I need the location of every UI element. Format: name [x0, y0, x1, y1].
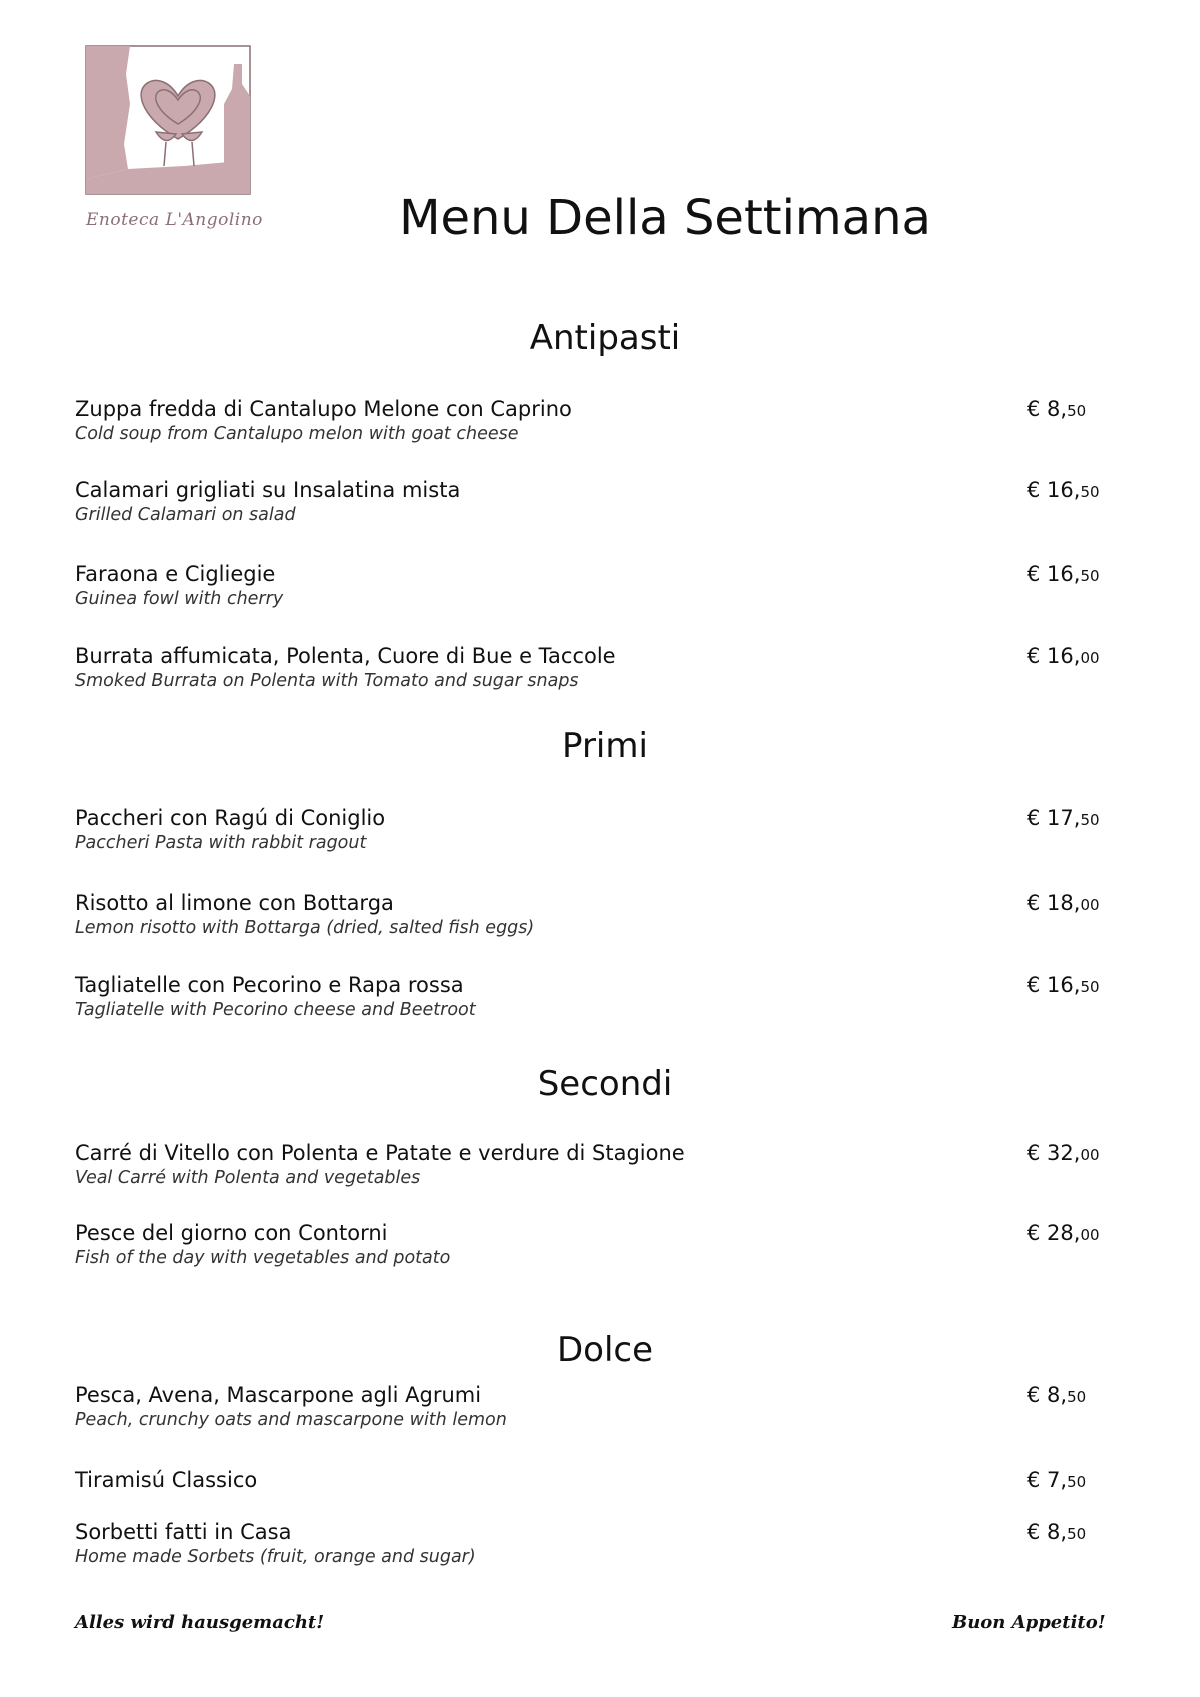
dish-description: Grilled Calamari on salad — [75, 505, 296, 525]
dish-price: € 8,50 — [1027, 1520, 1087, 1544]
dish-description: Tagliatelle with Pecorino cheese and Beetroot — [75, 1000, 476, 1020]
dish-name: Calamari grigliati su Insalatina mista — [75, 478, 461, 502]
dish-price: € 32,00 — [1027, 1141, 1100, 1165]
dish-price: € 16,50 — [1027, 973, 1100, 997]
dish-description: Lemon risotto with Bottarga (dried, salted fish eggs) — [75, 918, 535, 938]
dish-name: Tagliatelle con Pecorino e Rapa rossa — [75, 973, 464, 997]
dish-price: € 17,50 — [1027, 806, 1100, 830]
menu-item — [75, 1220, 1105, 1270]
dish-name: Zuppa fredda di Cantalupo Melone con Caprino — [75, 397, 572, 421]
dish-description: Home made Sorbets (fruit, orange and sugar) — [75, 1547, 476, 1567]
dish-description: Peach, crunchy oats and mascarpone with lemon — [75, 1410, 507, 1430]
dish-description: Veal Carré with Polenta and vegetables — [75, 1168, 421, 1188]
logo-text: Enoteca L'Angolino — [86, 210, 263, 230]
dish-name: Sorbetti fatti in Casa — [75, 1520, 292, 1544]
section-title-secondi: Secondi — [537, 1064, 673, 1104]
dish-price: € 8,50 — [1027, 1383, 1087, 1407]
dish-price: € 8,50 — [1027, 397, 1087, 421]
dish-description: Fish of the day with vegetables and potato — [75, 1248, 451, 1268]
page-title: Menu Della Settimana — [399, 190, 931, 246]
dish-price: € 16,50 — [1027, 478, 1100, 502]
menu-item — [75, 1519, 1105, 1569]
dish-description: Paccheri Pasta with rabbit ragout — [75, 833, 367, 853]
dish-name: Burrata affumicata, Polenta, Cuore di Bue e Taccole — [75, 644, 616, 668]
menu-item — [75, 561, 1105, 611]
dish-name: Risotto al limone con Bottarga — [75, 891, 394, 915]
menu-item — [75, 1382, 1105, 1432]
menu-item — [75, 396, 1105, 446]
dish-name: Faraona e Cigliegie — [75, 562, 276, 586]
dish-price: € 18,00 — [1027, 891, 1100, 915]
section-title-primi: Primi — [562, 726, 648, 766]
menu-item — [75, 643, 1105, 693]
dish-price: € 16,50 — [1027, 562, 1100, 586]
dish-price: € 16,00 — [1027, 644, 1100, 668]
menu-item — [75, 890, 1105, 940]
dish-description: Guinea fowl with cherry — [75, 589, 284, 609]
dish-name: Carré di Vitello con Polenta e Patate e verdure di Stagione — [75, 1141, 685, 1165]
footer-homemade-note: Alles wird hausgemacht! — [75, 1612, 325, 1633]
menu-item — [75, 477, 1105, 527]
menu-item — [75, 972, 1105, 1022]
menu-item — [75, 1467, 1105, 1493]
dish-name: Pesce del giorno con Contorni — [75, 1221, 388, 1245]
menu-item — [75, 1140, 1105, 1190]
section-title-antipasti: Antipasti — [529, 318, 681, 358]
dish-price: € 7,50 — [1027, 1468, 1087, 1492]
menu-item — [75, 805, 1105, 855]
dish-name: Pesca, Avena, Mascarpone agli Agrumi — [75, 1383, 482, 1407]
section-title-dolce: Dolce — [556, 1330, 654, 1370]
dish-name: Paccheri con Ragú di Coniglio — [75, 806, 386, 830]
footer-buon-appetito: Buon Appetito! — [952, 1612, 1106, 1633]
dish-price: € 28,00 — [1027, 1221, 1100, 1245]
dish-description: Cold soup from Cantalupo melon with goat cheese — [75, 424, 519, 444]
dish-name: Tiramisú Classico — [75, 1468, 258, 1492]
dish-description: Smoked Burrata on Polenta with Tomato and sugar snaps — [75, 671, 579, 691]
